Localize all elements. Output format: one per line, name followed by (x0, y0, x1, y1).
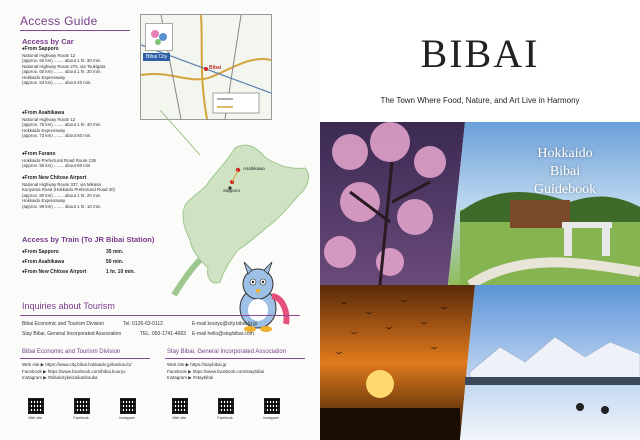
bibai-pin-label: Bibai (209, 65, 222, 71)
route-new-chitose (22, 176, 115, 209)
train-from: ♦From Asahikawa (22, 259, 65, 265)
qr-label: Facebook (73, 416, 89, 420)
inquiry-org: Stay Bibai, General Incorporated Association (22, 331, 122, 337)
location-pin-icon (204, 67, 208, 71)
association-links (167, 362, 264, 382)
divider (20, 358, 150, 359)
asahikawa-label: Asahikawa (243, 166, 265, 171)
guide-line: Guidebook (533, 182, 597, 197)
train-row (22, 259, 124, 265)
facebook-link[interactable]: Facebook ▶ https://www.facebook.com/bibai.kouryu (22, 368, 126, 374)
train-from: ♦From New Chitose Airport (22, 269, 87, 275)
cover-title: BIBAI (420, 31, 540, 76)
train-time: 35 min. (106, 249, 124, 255)
train-row (22, 269, 135, 275)
qr-code-icon (264, 398, 280, 414)
divider (20, 315, 300, 316)
division-links (22, 362, 132, 382)
qr-code-icon (218, 398, 234, 414)
route-line: (approx. 60 km) ........ about 1 hr. 30 min. (22, 58, 102, 63)
bibai-logo (145, 23, 173, 51)
qr-label: Facebook (217, 416, 233, 420)
qr-code-icon (120, 398, 136, 414)
route-from: ♦From Furano (22, 151, 56, 157)
bibai-city-label: Bibai City (143, 53, 170, 61)
route-line: (approx. 99 km) ........ about 1 hr. 10 min. (22, 203, 102, 209)
route-line: (approx. 75 km) ........ about 1 hr. 40 min. (22, 122, 102, 127)
route-sapporo (22, 47, 105, 86)
inquiry-tel: Tel. 0126-63-0112 (123, 321, 163, 327)
guide-line: Bibai (549, 164, 581, 179)
inquiry-email: E-mail kouryu@city.bibai.lg.jp (192, 321, 258, 327)
route-line: (approx. 60 km) ........ about 1 hr. 30 min. (22, 69, 102, 74)
qr-code-icon (74, 398, 90, 414)
route-line: (approx. 55 km) ........ about 60 min (22, 163, 91, 168)
route-line: National Highway Route 12 (22, 116, 76, 122)
qr-code-icon (172, 398, 188, 414)
route-line: Hokkaido Expressway (22, 127, 66, 133)
train-row (22, 249, 124, 255)
guidebook-title (510, 145, 620, 199)
instagram-link[interactable]: Instagram ▶ #staybibai (167, 375, 214, 380)
train-time: 1 hr. 10 min. (106, 269, 135, 275)
qr-label: Web site (28, 416, 42, 420)
inquiries-heading: Inquiries about Tourism (22, 301, 115, 311)
route-furano (22, 152, 96, 169)
access-guide-title: Access Guide (20, 14, 98, 28)
route-from: ♦From New Chitose Airport (22, 175, 87, 181)
route-line: (approx. 72 km) ........ about 50 min. (22, 133, 92, 138)
route-line: National Highway Route 337, via Mikasa (22, 181, 101, 187)
web-link[interactable]: Web site ▶ https://staybibai.jp (167, 362, 227, 367)
divider (20, 30, 130, 31)
route-line: National Highway Route 12 (22, 52, 76, 58)
instagram-link[interactable]: Instagram ▶ #bibaicitykeizaikankouka (22, 375, 98, 380)
sapporo-label: Sapporo (223, 188, 241, 193)
route-line: National Highway Route 275, via Tsukigata (22, 63, 106, 69)
front-cover-panel (320, 0, 640, 440)
train-time: 50 min. (106, 259, 124, 265)
guide-line: Hokkaido (537, 146, 593, 161)
route-from: ♦From Sapporo (22, 46, 59, 52)
route-line: (approx. 53 km) ........ about 40 min. (22, 80, 92, 85)
facebook-link[interactable]: Facebook ▶ https://www.facebook.com/staybibai (167, 368, 265, 374)
association-heading: Stay Bibai, General Incorporated Association (167, 349, 287, 355)
web-link[interactable]: Web site ▶ https://www.city.bibai.hokkaido.jp/kankou/1/ (22, 362, 132, 367)
route-from: ♦From Asahikawa (22, 110, 65, 116)
route-line: Hokkaido Prefectural Road Route 135 (22, 157, 96, 163)
route-line: Kuriyama Road (Hokkaido Prefectural Road 30) (22, 187, 115, 192)
train-from: ♦From Sapporo (22, 249, 59, 255)
route-asahikawa (22, 111, 101, 139)
bibai-map-inset (140, 14, 272, 120)
qr-label: Instagram (263, 416, 279, 420)
inquiry-org: Bibai Economic and Tourism Division (22, 321, 104, 327)
route-line: Hokkaido Expressway (22, 74, 66, 80)
inquiry-tel: TEL. 050-1741-4683 (140, 331, 186, 337)
division-heading: Bibai Economic and Tourism Division (22, 349, 121, 355)
qr-code-icon (28, 398, 44, 414)
route-line: (approx. 80 km) ........ about 1 hr. 20 min. (22, 192, 102, 198)
inquiry-email: E-mail hello@staybibai.com (192, 331, 254, 337)
cover-tagline: The Town Where Food, Nature, and Art Live in Harmony (380, 96, 580, 105)
train-heading: Access by Train (To JR Bibai Station) (22, 235, 155, 244)
qr-label: Instagram (119, 416, 135, 420)
car-heading: Access by Car (22, 37, 74, 46)
route-line: Hokkaido Expressway (22, 198, 66, 203)
qr-label: Web site (172, 416, 186, 420)
divider (165, 358, 305, 359)
